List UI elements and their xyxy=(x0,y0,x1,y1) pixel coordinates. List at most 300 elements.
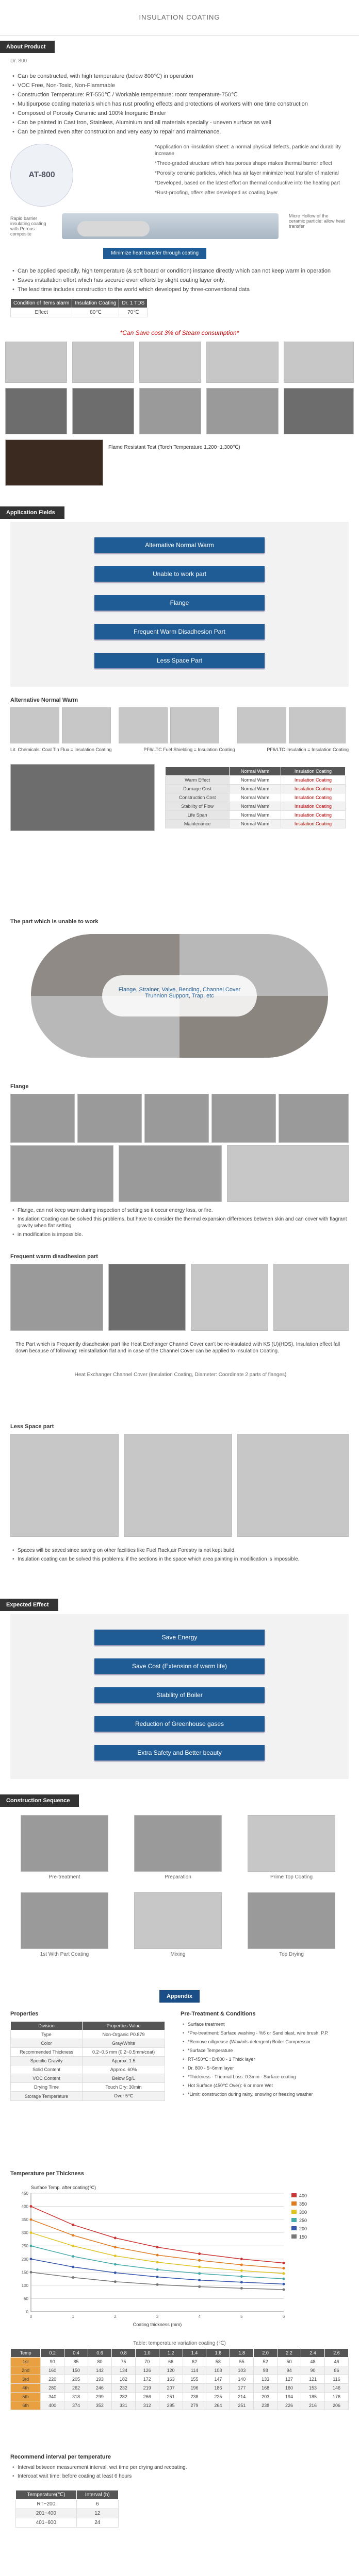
data-point xyxy=(240,2281,243,2283)
data-point xyxy=(30,2231,32,2234)
photo xyxy=(72,342,134,383)
diagram-caption: Minimize heat transfer through coating xyxy=(103,248,206,259)
data-point xyxy=(198,2272,201,2275)
data-point xyxy=(72,2276,74,2279)
table-header: Dr. 1 TDS xyxy=(119,299,148,308)
list-item: • Spaces will be saved since saving on other facilities like Fuel Rack,air Forestry is not kept build. xyxy=(18,1547,353,1554)
legend-swatch xyxy=(291,2218,297,2222)
photo xyxy=(5,439,103,486)
data-point xyxy=(283,2272,285,2275)
data-point xyxy=(240,2258,243,2260)
legend-entry: PF6/LTC Insulation = Insulation Coating xyxy=(267,747,349,752)
table-cell: 52 xyxy=(254,2358,278,2366)
photo xyxy=(21,1815,108,1872)
table-cell: Type xyxy=(11,2030,83,2039)
table-cell: 147 xyxy=(206,2375,230,2384)
flame-test-caption: Flame Resistant Test (Torch Temperature 1,200~1,300℃) xyxy=(108,445,240,450)
thickness-title: Temperature per Thickness xyxy=(10,2171,84,2177)
photo xyxy=(237,1434,349,1537)
table-cell: 94 xyxy=(278,2366,301,2375)
table-cell: 62 xyxy=(183,2358,206,2366)
data-point xyxy=(156,2254,159,2257)
list-item: • Insulation Coating can be solved this problems, but have to consider the thermal expansion differences between skin and can cover with flagrant gravity when flat setting xyxy=(18,1216,353,1229)
unable-title: The part which is unable to work xyxy=(10,919,99,925)
table-cell: 266 xyxy=(135,2393,159,2401)
table-cell: Warm Effect xyxy=(166,776,230,785)
photo xyxy=(77,1094,142,1143)
table-header: 2.2 xyxy=(278,2349,301,2358)
table-row xyxy=(11,2057,165,2065)
ceramic-particle-shape xyxy=(77,221,150,236)
y-tick-label: 350 xyxy=(21,2217,28,2223)
table-cell: 206 xyxy=(324,2401,348,2410)
y-tick-label: 0 xyxy=(26,2310,28,2314)
table-cell: 150 xyxy=(64,2366,88,2375)
table-cell: 86 xyxy=(324,2366,348,2375)
photo xyxy=(108,1264,186,1331)
table-row xyxy=(11,2083,165,2092)
list-item: • RT-450℃ : Dr800 - 1 Thick layer xyxy=(188,2056,358,2063)
table-row xyxy=(11,2065,165,2074)
list-item: • Multipurpose coating materials which has rust proofing effects and protections of workers with one time construction xyxy=(18,100,348,108)
list-item: • in modification is impossible. xyxy=(18,1231,353,1238)
y-tick-label: 200 xyxy=(21,2257,28,2262)
step-label-0: Pre-treatment xyxy=(48,1874,80,1880)
data-point xyxy=(72,2255,74,2258)
table-cell: Approx. 1.5 xyxy=(83,2057,165,2065)
recommend-table xyxy=(15,2490,119,2528)
photo xyxy=(237,707,286,743)
table-cell: 46 xyxy=(324,2358,348,2366)
app-button-3[interactable]: Frequent Warm Disadhesion Part xyxy=(94,624,265,639)
diagram-note: *Developed, based on the latest effort on thermal conductive into the heating part xyxy=(155,180,340,186)
list-item: • Flange, can not keep warm during inspection of setting so it occur energy loss, or fire. xyxy=(18,1207,353,1214)
about-list-2 xyxy=(0,267,348,293)
table-header: 0.6 xyxy=(88,2349,112,2358)
procedure-tab: Construction Sequence xyxy=(0,1794,79,1807)
table-cell: Normal Warm xyxy=(230,776,281,785)
photo xyxy=(134,1892,222,1949)
table-cell: 246 xyxy=(88,2384,112,2393)
table-cell: 186 xyxy=(206,2384,230,2393)
table-header: 2.4 xyxy=(301,2349,325,2358)
diagram-note: *Three-graded structure which has porous shape makes thermal barrier effect xyxy=(155,161,332,166)
table-cell: 282 xyxy=(111,2393,135,2401)
y-tick-label: 400 xyxy=(21,2204,28,2209)
list-item: • Hot Surface (450℃ Over): 6 or more Wet xyxy=(188,2082,358,2089)
table-cell: 55 xyxy=(230,2358,254,2366)
table-header: 1.0 xyxy=(135,2349,159,2358)
data-point xyxy=(240,2269,243,2272)
table-cell: 226 xyxy=(278,2401,301,2410)
table-cell: Gray/White xyxy=(83,2039,165,2048)
data-point xyxy=(30,2245,32,2247)
effect-button-4: Extra Safety and Better beauty xyxy=(94,1745,265,1760)
data-point xyxy=(283,2267,285,2269)
table-cell: Effect xyxy=(11,308,72,317)
table-cell: 214 xyxy=(230,2393,254,2401)
diagram-note: *Rust-proofing, offers after developed as coating layer. xyxy=(155,190,280,196)
list-item: • Construction Temperature: RT-550℃ / Workable temperature: room temperature-750℃ xyxy=(18,91,348,98)
table-cell: 207 xyxy=(159,2384,183,2393)
table-cell: Recommended Thickness xyxy=(11,2048,83,2057)
data-point xyxy=(156,2246,159,2248)
table-cell: 133 xyxy=(254,2375,278,2384)
photo xyxy=(72,388,134,434)
effect-button-3: Reduction of Greenhouse gases xyxy=(94,1716,265,1732)
data-point xyxy=(72,2224,74,2226)
photo xyxy=(10,1434,119,1537)
data-point xyxy=(198,2285,201,2288)
table-header: 0.2 xyxy=(41,2349,64,2358)
table-cell: 262 xyxy=(64,2384,88,2393)
freq-caption: Heat Exchanger Channel Cover (Insulation Coating, Diameter: Coordinate 2 parts of flanges) xyxy=(74,1372,287,1378)
flange-title: Flange xyxy=(10,1083,29,1090)
table-cell: Color xyxy=(11,2039,83,2048)
app-button-2[interactable]: Flange xyxy=(94,595,265,611)
photo xyxy=(191,1264,268,1331)
step-label-4: Mixing xyxy=(170,1952,186,1957)
data-point xyxy=(114,2280,117,2283)
data-point xyxy=(283,2283,285,2285)
table-row xyxy=(16,2500,119,2509)
table-cell: 48 xyxy=(301,2358,325,2366)
table-header xyxy=(166,767,230,776)
effect-button-0: Save Energy xyxy=(94,1630,265,1645)
unable-label-1: Trunnion Support, Trap, etc xyxy=(145,993,214,999)
table-cell: 238 xyxy=(254,2401,278,2410)
y-tick-label: 300 xyxy=(21,2230,28,2235)
table-row xyxy=(11,2092,165,2101)
photo xyxy=(62,707,111,743)
table-cell: Approx. 60% xyxy=(83,2065,165,2074)
table-cell: 146 xyxy=(324,2384,348,2393)
data-point xyxy=(156,2268,159,2271)
series-line xyxy=(31,2233,284,2274)
table-cell: 12 xyxy=(76,2509,118,2518)
table-header: Temp xyxy=(11,2349,41,2358)
legend-label: 150 xyxy=(299,2234,307,2240)
data-point xyxy=(72,2245,74,2247)
table-cell: 232 xyxy=(111,2384,135,2393)
table-cell: 134 xyxy=(111,2366,135,2375)
data-point xyxy=(240,2275,243,2278)
table-cell: 85 xyxy=(64,2358,88,2366)
list-item: • Can be painted in Cast Iron, Stainless, Aluminium and all materials specially - uneven surface as well xyxy=(18,119,348,126)
legend-swatch xyxy=(291,2234,297,2239)
table-cell: 400 xyxy=(41,2401,64,2410)
table-cell: 4th xyxy=(11,2384,41,2393)
about-tab: About Product xyxy=(0,41,55,53)
legend-label: 350 xyxy=(299,2201,307,2207)
legend-label: 300 xyxy=(299,2210,307,2215)
table-cell: 216 xyxy=(301,2401,325,2410)
table-cell: Insulation Coating xyxy=(281,820,345,828)
data-point xyxy=(156,2276,159,2278)
data-point xyxy=(114,2255,117,2257)
table-cell: 3rd xyxy=(11,2375,41,2384)
table-cell: 194 xyxy=(278,2393,301,2401)
table-cell: 318 xyxy=(64,2393,88,2401)
photo xyxy=(248,1815,335,1872)
table-cell: 140 xyxy=(230,2375,254,2384)
data-point xyxy=(198,2279,201,2281)
list-item: • Dr. 800 - 5~6mm layer xyxy=(188,2065,358,2072)
table-cell: Insulation Coating xyxy=(281,785,345,793)
photo xyxy=(227,1145,349,1202)
data-point xyxy=(156,2283,159,2286)
photo xyxy=(248,1892,335,1949)
photo xyxy=(273,1264,349,1331)
legend-swatch xyxy=(291,2226,297,2230)
table-header: 0.4 xyxy=(64,2349,88,2358)
table-cell: Normal Warm xyxy=(230,793,281,802)
table-cell: 126 xyxy=(135,2366,159,2375)
table-cell: 220 xyxy=(41,2375,64,2384)
x-tick-label: 0 xyxy=(29,2314,32,2319)
step-label-3: 1st With Part Coating xyxy=(40,1952,89,1957)
table-cell: Solid Content xyxy=(11,2065,83,2074)
y-tick-label: 50 xyxy=(24,2296,28,2301)
table-row xyxy=(11,2384,349,2393)
table-cell: 176 xyxy=(324,2393,348,2401)
table-cell: 98 xyxy=(254,2366,278,2375)
about-list xyxy=(0,73,348,135)
grid-table-title: Table: temperature variation coating (℃) xyxy=(133,2341,226,2346)
list-item: • Can be constructed, with high temperature (below 800℃) in operation xyxy=(18,73,348,80)
application-tab: Application Fields xyxy=(0,506,64,519)
data-point xyxy=(114,2272,117,2274)
photo xyxy=(289,707,346,743)
unable-collage xyxy=(31,934,328,1058)
data-point xyxy=(198,2252,201,2255)
legend-label: 200 xyxy=(299,2226,307,2231)
table-cell: Normal Warm xyxy=(230,785,281,793)
photo xyxy=(21,1892,108,1949)
product-tag: AT-800 xyxy=(28,171,55,179)
table-cell: 58 xyxy=(206,2358,230,2366)
photo xyxy=(10,1145,113,1202)
effect-button-1: Save Cost (Extension of warm life) xyxy=(94,1658,265,1674)
photo xyxy=(10,1264,103,1331)
list-item: • VOC Free, Non-Toxic, Non-Flammable xyxy=(18,82,348,89)
table-cell: 160 xyxy=(41,2366,64,2375)
photo xyxy=(170,707,219,743)
table-cell: 238 xyxy=(183,2393,206,2401)
photo xyxy=(5,342,67,383)
table-cell: 205 xyxy=(64,2375,88,2384)
table-cell: 0.2~0.5 mm (0.2~0.5mm/coat) xyxy=(83,2048,165,2057)
table-cell: 127 xyxy=(278,2375,301,2384)
less-text xyxy=(0,1547,353,1565)
data-point xyxy=(240,2264,243,2266)
table-cell: 225 xyxy=(206,2393,230,2401)
table-cell: Insulation Coating xyxy=(281,811,345,820)
table-cell: Damage Cost xyxy=(166,785,230,793)
table-cell: Normal Warm xyxy=(230,802,281,811)
table-cell: 121 xyxy=(301,2375,325,2384)
step-label-2: Prime Top Coating xyxy=(270,1874,313,1880)
table-cell: 299 xyxy=(88,2393,112,2401)
table-header: Normal Warm xyxy=(230,767,281,776)
temperature-grid-table xyxy=(10,2348,349,2410)
table-cell: 352 xyxy=(88,2401,112,2410)
x-tick-label: 1 xyxy=(72,2314,74,2319)
table-cell: 2nd xyxy=(11,2366,41,2375)
table-cell: Non-Organic P0.879 xyxy=(83,2030,165,2039)
photo xyxy=(139,342,201,383)
y-tick-label: 450 xyxy=(21,2191,28,2196)
freq-text: The Part which is Frequently disadhesion part like Heat Exchanger Channel Cover can't be re-insulated with KS (U)(HDS). Insulation effect fall down because of following: reinstallation flat and in case of the Channel Cover can be applied to Insulation Coating. xyxy=(15,1342,340,1354)
diagram-mid-label: Micro Hollow of the ceramic particle: allow heat transfer xyxy=(289,213,345,229)
data-point xyxy=(283,2278,285,2280)
table-header: Condition of Items alarm xyxy=(11,299,72,308)
recommend-title: Recommend interval per temperature xyxy=(10,2454,111,2460)
product-name-label: Dr. 800 xyxy=(10,58,27,64)
table-header: Insulation Coating xyxy=(281,767,345,776)
table-cell: 331 xyxy=(111,2401,135,2410)
table-header: 1.8 xyxy=(230,2349,254,2358)
step-label-5: Top Drying xyxy=(279,1952,304,1957)
list-item: • Composed of Porosity Ceramic and 100% Inorganic Binder xyxy=(18,110,348,117)
table-cell: Normal Warm xyxy=(230,820,281,828)
table-cell: 6 xyxy=(76,2500,118,2509)
list-item: • Interval between measurement interval, wet time per drying and recoating. xyxy=(18,2464,353,2471)
app-button-1[interactable]: Unable to work part xyxy=(94,566,265,582)
legend-swatch xyxy=(291,2210,297,2214)
data-point xyxy=(30,2205,32,2208)
table-cell: 251 xyxy=(230,2401,254,2410)
table-row xyxy=(11,308,148,317)
photo xyxy=(211,1094,276,1143)
table-cell: 114 xyxy=(183,2366,206,2375)
table-cell: 203 xyxy=(254,2393,278,2401)
table-cell: Storage Temperature xyxy=(11,2092,83,2101)
y-tick-label: 150 xyxy=(21,2270,28,2275)
app-button-0[interactable]: Alternative Normal Warm xyxy=(94,537,265,553)
photo xyxy=(284,388,354,434)
table-cell: Insulation Coating xyxy=(281,776,345,785)
table-row xyxy=(11,2039,165,2048)
table-cell: 6th xyxy=(11,2401,41,2410)
table-cell: 5th xyxy=(11,2393,41,2401)
x-tick-label: 2 xyxy=(114,2314,117,2319)
diagram-note: *Application on -insulation sheet: a normal physical defects, particle and durability increase xyxy=(155,144,341,157)
table-cell: 340 xyxy=(41,2393,64,2401)
list-item: • Can be applied specially, high temperature (& soft board or condition) instance directly which can not keep warm in operation xyxy=(18,267,348,275)
table-cell: 280 xyxy=(41,2384,64,2393)
table-row xyxy=(166,785,346,793)
table-cell: 185 xyxy=(301,2393,325,2401)
recommend-intro xyxy=(0,2464,353,2482)
table-cell: 142 xyxy=(88,2366,112,2375)
x-axis-label: Coating thickness (mm) xyxy=(133,2322,182,2327)
data-point xyxy=(30,2258,32,2260)
top-bar xyxy=(0,0,359,36)
effect-button-2: Stability of Boiler xyxy=(94,1687,265,1703)
table-header: Division xyxy=(11,2022,83,2030)
photo xyxy=(10,1094,75,1143)
less-title: Less Space part xyxy=(10,1423,54,1430)
photo xyxy=(119,707,168,743)
unable-center-circle xyxy=(102,975,257,1016)
table-cell: 312 xyxy=(135,2401,159,2410)
table-header: Interval (h) xyxy=(76,2490,118,2500)
table-cell: 168 xyxy=(254,2384,278,2393)
table-cell: 251 xyxy=(159,2393,183,2401)
photo xyxy=(206,388,279,434)
table-row xyxy=(11,2401,349,2410)
table-cell: Stability of Flow xyxy=(166,802,230,811)
table-row xyxy=(16,2509,119,2518)
data-point xyxy=(240,2287,243,2290)
photo xyxy=(284,342,354,383)
table-row xyxy=(166,793,346,802)
appendix-tab: Appendix xyxy=(159,1990,200,2003)
photo xyxy=(279,1094,349,1143)
table-header: 1.2 xyxy=(159,2349,183,2358)
photo xyxy=(139,388,201,434)
legend-label: 400 xyxy=(299,2193,307,2198)
photo xyxy=(5,388,67,434)
effect-tab: Expected Effect xyxy=(0,1599,58,1611)
table-header: 0.8 xyxy=(111,2349,135,2358)
table-row xyxy=(11,2366,349,2375)
x-tick-label: 5 xyxy=(240,2314,243,2319)
table-cell: 201~400 xyxy=(16,2509,77,2518)
table-cell: 90 xyxy=(301,2366,325,2375)
data-point xyxy=(114,2246,117,2248)
series-line xyxy=(31,2272,284,2290)
pretreat-title: Pre-Treatment & Conditions xyxy=(181,2011,256,2017)
list-item: • *Thickness - Thermal Loss: 0.3mm - Surface coating xyxy=(188,2074,358,2080)
list-item: • Surface treatment xyxy=(188,2021,358,2028)
photo xyxy=(134,1815,222,1872)
data-point xyxy=(283,2262,285,2264)
app-button-4[interactable]: Less Space Part xyxy=(94,653,265,668)
table-cell: 219 xyxy=(135,2384,159,2393)
list-item: • *Remove oil/grease (Wax/oils detergent) Boiler Compressor xyxy=(188,2039,358,2045)
table-header: Temperature(℃) xyxy=(16,2490,77,2500)
table-cell: 401~600 xyxy=(16,2518,77,2528)
table-cell: 374 xyxy=(64,2401,88,2410)
table-cell: 90 xyxy=(41,2358,64,2366)
table-cell: 160 xyxy=(278,2384,301,2393)
list-item: • *Surface Temperature xyxy=(188,2047,358,2054)
properties-title: Properties xyxy=(10,2011,39,2017)
table-cell: 182 xyxy=(111,2375,135,2384)
table-cell: 70 xyxy=(135,2358,159,2366)
data-point xyxy=(198,2266,201,2268)
table-row xyxy=(166,776,346,785)
y-tick-label: 100 xyxy=(21,2283,28,2288)
flange-text xyxy=(0,1207,353,1240)
table-cell: Specific Gravity xyxy=(11,2057,83,2065)
table-cell: 116 xyxy=(324,2375,348,2384)
table-header: 1.6 xyxy=(206,2349,230,2358)
table-header: 2.0 xyxy=(254,2349,278,2358)
comparison-table xyxy=(10,298,148,317)
table-cell: VOC Content xyxy=(11,2074,83,2083)
table-cell: 196 xyxy=(183,2384,206,2393)
x-tick-label: 4 xyxy=(198,2314,201,2319)
page-title: INSULATION COATING xyxy=(139,13,220,21)
photo xyxy=(144,1094,209,1143)
table-cell: 1st xyxy=(11,2358,41,2366)
table-cell: Construction Cost xyxy=(166,793,230,802)
table-cell: Life Span xyxy=(166,811,230,820)
table-row xyxy=(11,2048,165,2057)
